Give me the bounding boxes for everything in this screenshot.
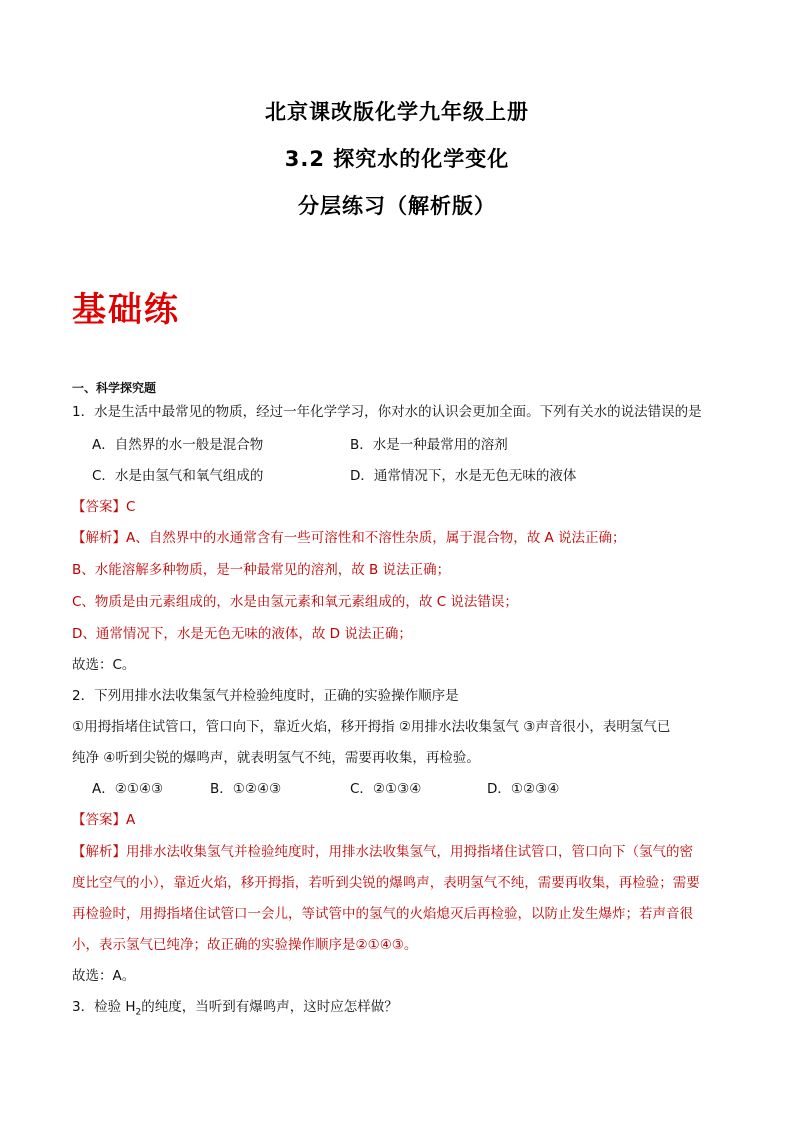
q2-option-c: C．②①③④ <box>350 781 422 797</box>
q1-analysis-line-4: D、通常情况下，水是无色无味的液体，故 D 说法正确； <box>72 626 412 642</box>
q2-option-d: D．①②③④ <box>487 781 560 797</box>
q1-conclusion: 故选：C。 <box>72 657 136 673</box>
question-1-stem: 1．水是生活中最常见的物质，经过一年化学学习，你对水的认识会更加全面。下列有关水的说法错误的是 <box>72 404 702 420</box>
q1-option-a: A．自然界的水一般是混合物 <box>92 437 264 453</box>
answer-value: C <box>126 499 136 515</box>
q1-option-b: B．水是一种最常用的溶剂 <box>350 437 508 453</box>
question-3-stem <box>72 997 398 1023</box>
answer-tag: 【答案】 <box>72 812 126 828</box>
q2-steps-line-2: 纯净 ④听到尖锐的爆鸣声，就表明氢气不纯，需要再收集，再检验。 <box>72 750 480 766</box>
q3-stem-suffix: 的纯度，当听到有爆鸣声，这时应怎样做？ <box>141 999 398 1015</box>
q2-conclusion: 故选：A。 <box>72 968 136 984</box>
q1-option-d: D．通常情况下，水是无色无味的液体 <box>350 468 577 484</box>
q2-option-a: A．②①④③ <box>92 781 164 797</box>
q1-analysis-line-3: C、物质是由元素组成的，水是由氢元素和氧元素组成的，故 C 说法错误； <box>72 594 518 610</box>
q2-answer <box>72 810 135 830</box>
q1-option-c: C．水是由氢气和氧气组成的 <box>92 468 264 484</box>
q1-analysis-line-2: B、水能溶解多种物质，是一种最常见的溶剂，故 B 说法正确； <box>72 562 451 578</box>
q2-analysis-line-1 <box>72 842 693 862</box>
analysis-text: 用排水法收集氢气并检验纯度时，用排水法收集氢气，用拇指堵住试管口，管口向下（氢气的密 <box>126 844 693 860</box>
analysis-text: A、自然界中的水通常含有一些可溶性和不溶性杂质，属于混合物，故 A 说法正确； <box>126 530 626 546</box>
analysis-tag: 【解析】 <box>72 530 126 546</box>
q2-analysis-line-2: 度比空气的小），靠近火焰，移开拇指，若听到尖锐的爆鸣声，表明氢气不纯，需要再收集，再检验；需要 <box>72 875 700 891</box>
lesson-title: 3.2 探究水的化学变化 <box>284 147 510 171</box>
practice-subtitle: 分层练习（解析版） <box>298 194 496 218</box>
section-heading: 基础练 <box>72 290 180 330</box>
question-2-stem: 2．下列用排水法收集氢气并检验纯度时，正确的实验操作顺序是 <box>72 688 459 704</box>
q1-analysis-line-1 <box>72 528 626 548</box>
question-type-heading: 一、科学探究题 <box>72 381 157 395</box>
q2-option-b: B．①②④③ <box>210 781 282 797</box>
q2-analysis-line-4: 小，表示氢气已纯净；故正确的实验操作顺序是②①④③。 <box>72 937 418 953</box>
answer-tag: 【答案】 <box>72 499 126 515</box>
analysis-tag: 【解析】 <box>72 844 126 860</box>
document-title: 北京课改版化学九年级上册 <box>265 100 529 124</box>
q1-answer <box>72 497 135 517</box>
q2-analysis-line-3: 再检验时，用拇指堵住试管口一会儿，等试管中的氢气的火焰熄灭后再检验，以防止发生爆炸；若声音很 <box>72 906 693 922</box>
q2-steps-line-1: ①用拇指堵住试管口，管口向下，靠近火焰，移开拇指 ②用排水法收集氢气 ③声音很小，表明氢气已 <box>72 719 671 735</box>
q3-stem-prefix: 3．检验 H <box>72 999 136 1015</box>
q3-subscript: 2 <box>135 1007 142 1018</box>
answer-value: A <box>126 812 136 828</box>
